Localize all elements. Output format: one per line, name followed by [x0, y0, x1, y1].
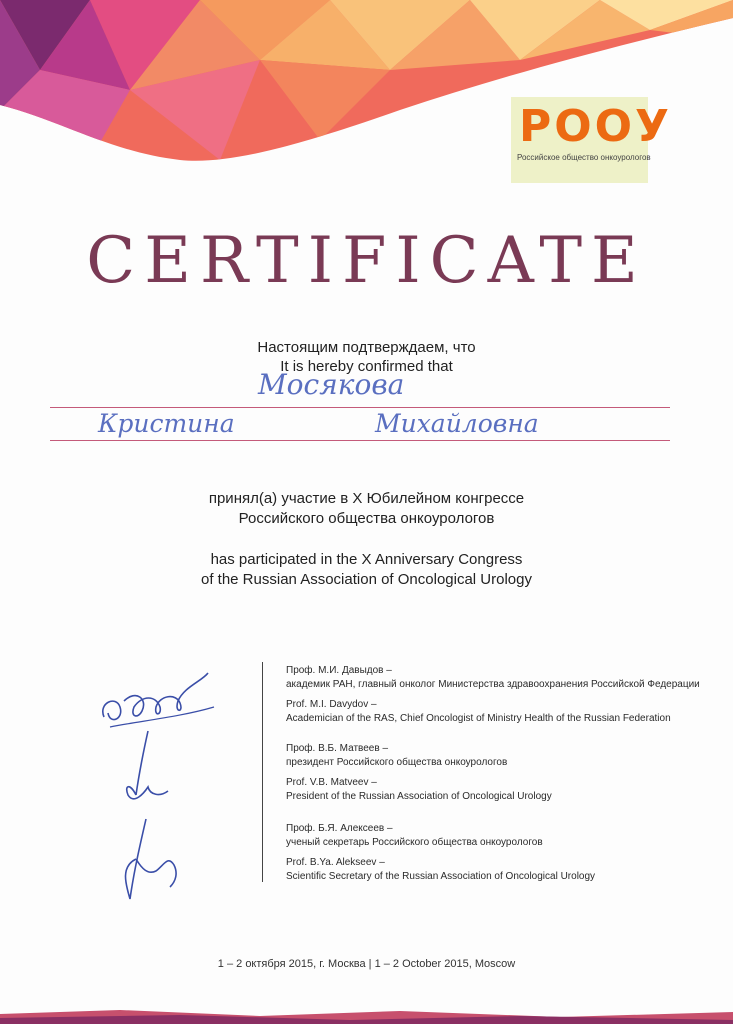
- signatory-1-en-role: Academician of the RAS, Chief Oncologist of Ministry Health of the Russian Federation: [286, 713, 671, 724]
- certificate-title: CERTIFICATE: [86, 224, 647, 298]
- signatory-1-en-name: Prof. M.I. Davydov –: [286, 699, 377, 710]
- signatory-2-en-name: Prof. V.B. Matveev –: [286, 777, 377, 788]
- signatory-3-ru-name: Проф. Б.Я. Алексеев –: [286, 823, 393, 834]
- signatory-3-ru-role: ученый секретарь Российского общества онкоурологов: [286, 837, 543, 848]
- decorative-bottom-band: [0, 1008, 733, 1024]
- signatory-3-block: [262, 822, 595, 884]
- recipient-first-name: Кристина: [98, 409, 235, 438]
- organization-logo: [511, 97, 672, 183]
- signatory-2-block: [262, 742, 552, 804]
- signatory-1-block: [262, 664, 700, 726]
- logo-wordmark: РООУ: [519, 101, 672, 152]
- participation-ru-line1: принял(а) участие в X Юбилейном конгрессе: [208, 490, 525, 507]
- participation-en-line1: has participated in the X Anniversary Congress: [210, 551, 523, 568]
- signature-davydov: [90, 655, 220, 735]
- participation-ru-line2: Российского общества онкоурологов: [238, 510, 495, 527]
- signatory-3-en-role: Scientific Secretary of the Russian Association of Oncological Urology: [286, 871, 596, 882]
- signature-alekseev: [90, 815, 190, 905]
- event-date-footer: 1 – 2 октября 2015, г. Москва | 1 – 2 October 2015, Moscow: [217, 958, 516, 970]
- intro-en: It is hereby confirmed that: [280, 358, 453, 375]
- signatory-2-en-role: President of the Russian Association of Oncological Urology: [286, 791, 552, 802]
- participation-en-line2: of the Russian Association of Oncological Urology: [200, 571, 532, 588]
- signatory-2-ru-name: Проф. В.Б. Матвеев –: [286, 743, 389, 754]
- name-underline-2: [50, 440, 670, 441]
- name-underline-1: [50, 407, 670, 408]
- signature-matveev: [90, 725, 190, 805]
- logo-subtitle: Российское общество онкоурологов: [517, 153, 651, 162]
- recipient-patronymic: Михайловна: [375, 409, 539, 438]
- recipient-surname: Мосякова: [258, 368, 405, 401]
- signatory-2-ru-role: президент Российского общества онкоурологов: [286, 757, 508, 768]
- signatory-1-ru-name: Проф. М.И. Давыдов –: [286, 665, 392, 676]
- intro-ru: Настоящим подтверждаем, что: [257, 339, 476, 356]
- signatory-3-en-name: Prof. B.Ya. Alekseev –: [286, 857, 385, 868]
- signatory-1-ru-role: академик РАН, главный онколог Министерства здравоохранения Российской Федерации: [286, 679, 700, 690]
